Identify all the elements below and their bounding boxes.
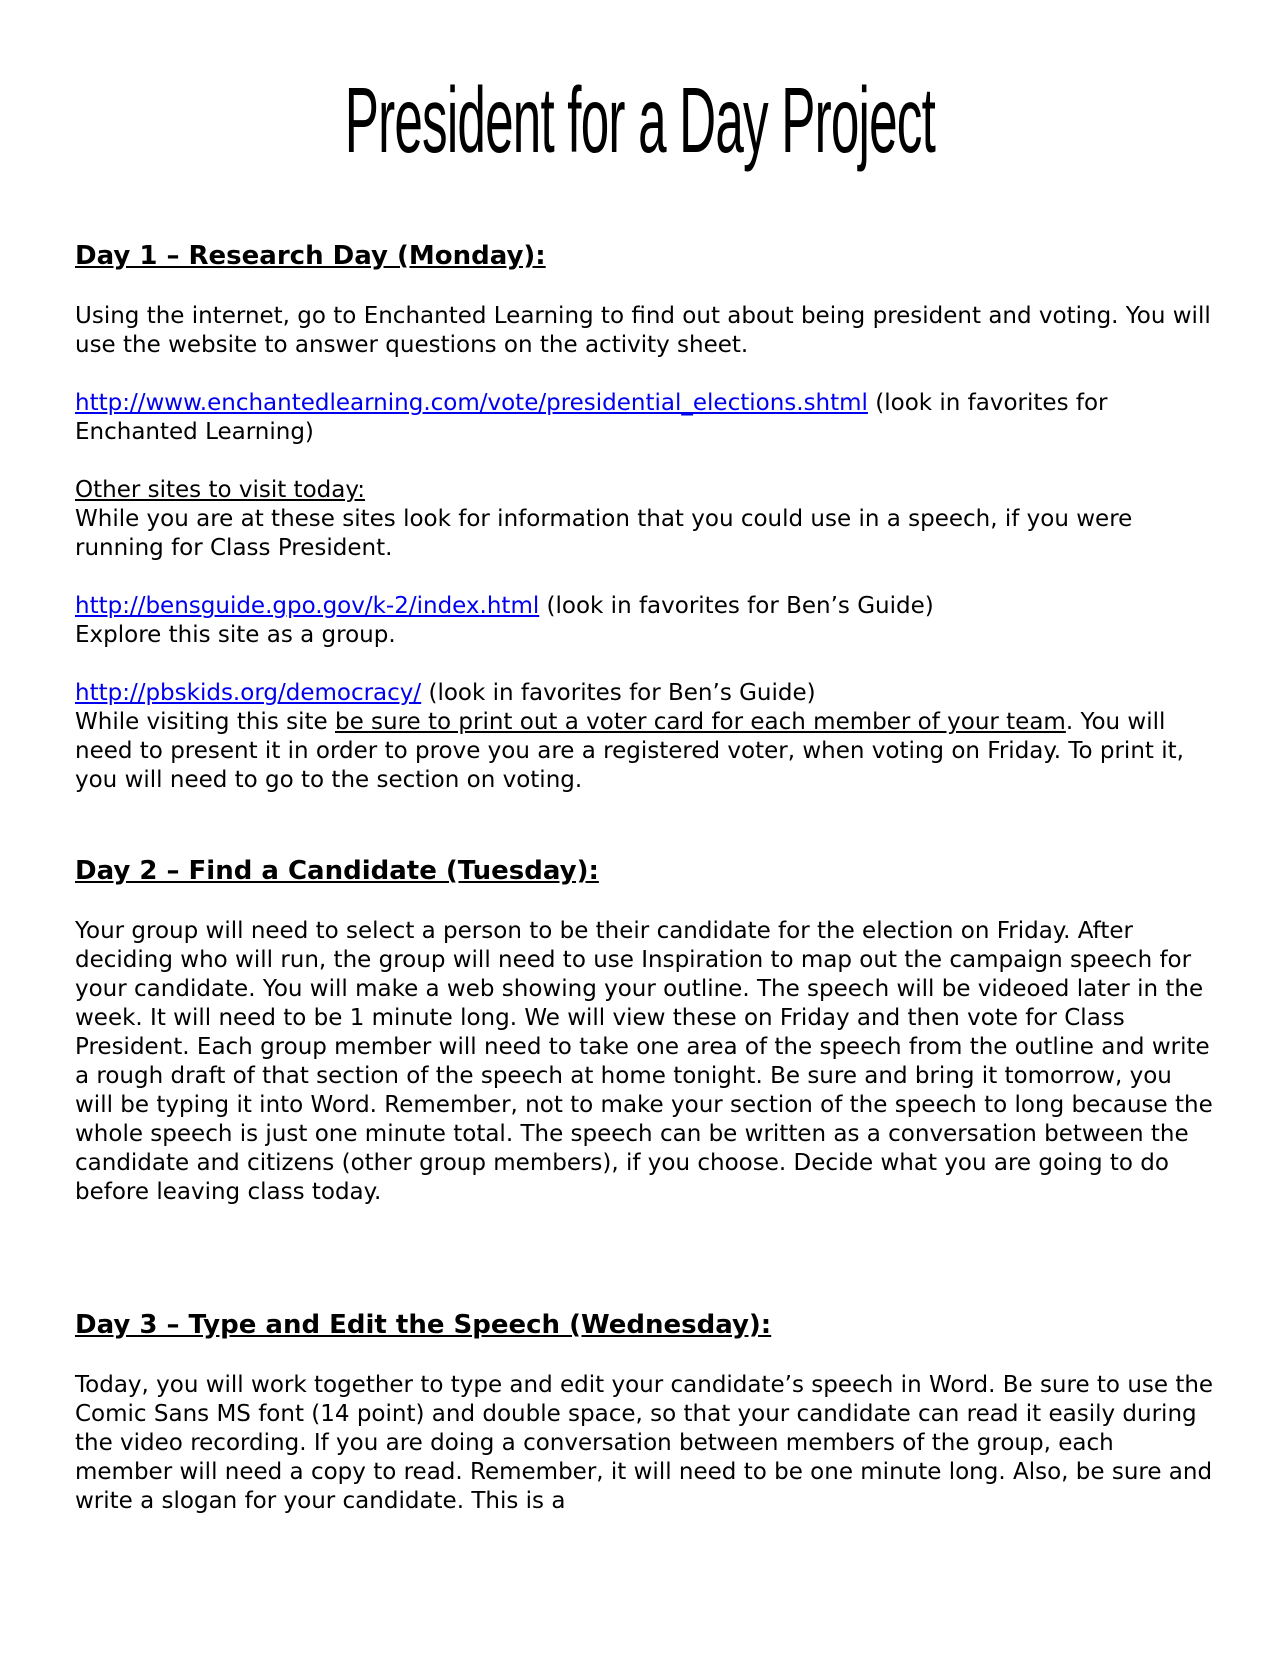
enchanted-learning-link[interactable]: http://www.enchantedlearning.com/vote/presidential_elections.shtml: [75, 390, 868, 416]
pbskids-democracy-link[interactable]: http://pbskids.org/democracy/: [75, 680, 422, 706]
document-body: [75, 238, 1215, 1516]
link2-note: (look in favorites for Ben’s Guide): [539, 593, 934, 619]
other-sites-label: Other sites to visit today:: [75, 477, 366, 503]
day2-heading: Day 2 – Find a Candidate (Tuesday):: [75, 856, 599, 886]
day3-text: Today, you will work together to type and edit your candidate’s speech in Word. Be sure to use the Comic Sans MS font (14 point) and double space, so that your candidate can read it easily during the video recording. If you are doing a conversation between members of the group, each member will need a copy to read. Remember, it will need to be one minute long. Also, be sure and write a slogan for your candidate. This is a: [75, 1372, 1214, 1514]
link1-note: (look in favorites for Enchanted Learning): [75, 390, 1108, 445]
day1-heading: Day 1 – Research Day (Monday):: [75, 241, 546, 271]
day1-link2-paragraph: [75, 592, 1215, 621]
day3-heading: Day 3 – Type and Edit the Speech (Wednesday):: [75, 1310, 772, 1340]
link2-text: Explore this site as a group.: [75, 622, 396, 648]
day1-intro: Using the internet, go to Enchanted Learning to find out about being president and voting. You will use the website to answer questions on the activity sheet.: [75, 303, 1211, 358]
day1-link1-paragraph: [75, 389, 1215, 447]
link3-note: (look in favorites for Ben’s Guide): [421, 680, 816, 706]
other-sites-text: While you are at these sites look for information that you could use in a speech, if you were running for Class President.: [75, 506, 1133, 561]
day1-link3-paragraph: [75, 679, 1215, 708]
page-title: President for a Day Project: [344, 67, 936, 173]
day2-text: Your group will need to select a person to be their candidate for the election on Friday. After deciding who will run, the group will need to use Inspiration to map out the campaign speech for your candidate. You will make a web showing your outline. The speech will be videoed later in the week. It will need to be 1 minute long. We will view these on Friday and then vote for Class President. Each group member will need to take one area of the speech from the outline and write a rough draft of that section of the speech at home tonight. Be sure and bring it tomorrow, you will be typing it into Word. Remember, not to make your section of the speech to long because the whole speech is just one minute total. The speech can be written as a conversation between the candidate and citizens (other group members), if you choose. Decide what you are going to do before leaving class today.: [75, 918, 1213, 1205]
link3-text: While visiting this site be sure to print out a voter card for each member of your team. You will need to present it in order to prove you are a registered voter, when voting on Friday. To print it, you will need to go to the section on voting.: [75, 709, 1184, 793]
voter-card-instruction: be sure to print out a voter card for each member of your team: [334, 709, 1066, 735]
bens-guide-link[interactable]: http://bensguide.gpo.gov/k-2/index.html: [75, 593, 540, 619]
